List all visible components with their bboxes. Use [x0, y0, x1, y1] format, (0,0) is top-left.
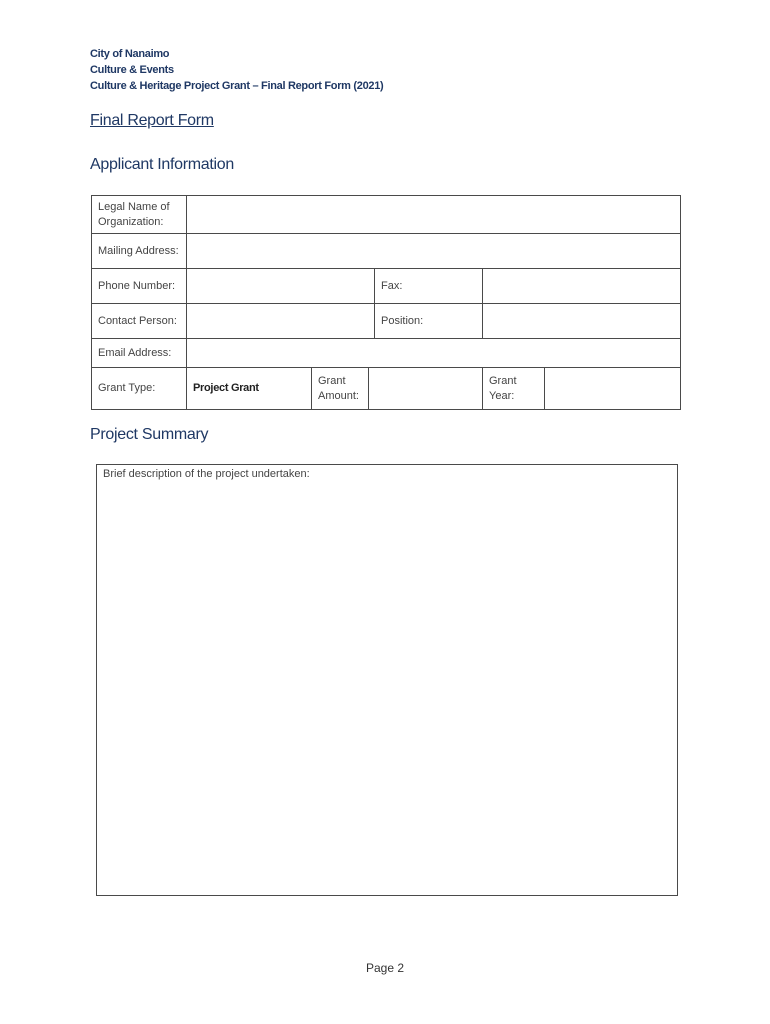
project-description-field[interactable] — [96, 464, 678, 896]
position-label: Position: — [375, 304, 483, 339]
fax-field[interactable] — [483, 269, 681, 304]
grant-type-label: Grant Type: — [92, 368, 187, 410]
position-field[interactable] — [483, 304, 681, 339]
grant-year-field[interactable] — [545, 368, 681, 410]
legal-name-field[interactable] — [187, 196, 681, 234]
contact-person-field[interactable] — [187, 304, 375, 339]
header-form-name: Culture & Heritage Project Grant – Final Report Form (2021) — [90, 80, 384, 92]
applicant-information-heading: Applicant Information — [90, 156, 235, 173]
project-summary-heading: Project Summary — [90, 426, 209, 443]
applicant-information-table — [91, 195, 681, 410]
contact-person-label: Contact Person: — [92, 304, 187, 339]
project-description-label: Brief description of the project undertaken: — [103, 468, 310, 480]
grant-year-label: Grant Year: — [483, 368, 545, 410]
page-number: Page 2 — [365, 961, 405, 975]
legal-name-label: Legal Name of Organization: — [92, 196, 187, 234]
header-department: Culture & Events — [90, 64, 174, 76]
mailing-address-label: Mailing Address: — [92, 234, 187, 269]
grant-type-value: Project Grant — [187, 368, 312, 410]
mailing-address-field[interactable] — [187, 234, 681, 269]
email-address-field[interactable] — [187, 339, 681, 368]
document-header — [90, 46, 383, 94]
grant-amount-label: Grant Amount: — [312, 368, 369, 410]
fax-label: Fax: — [375, 269, 483, 304]
phone-number-field[interactable] — [187, 269, 375, 304]
header-organization: City of Nanaimo — [90, 48, 170, 60]
email-address-label: Email Address: — [92, 339, 187, 368]
form-title: Final Report Form — [90, 112, 214, 129]
grant-amount-field[interactable] — [369, 368, 483, 410]
phone-number-label: Phone Number: — [92, 269, 187, 304]
